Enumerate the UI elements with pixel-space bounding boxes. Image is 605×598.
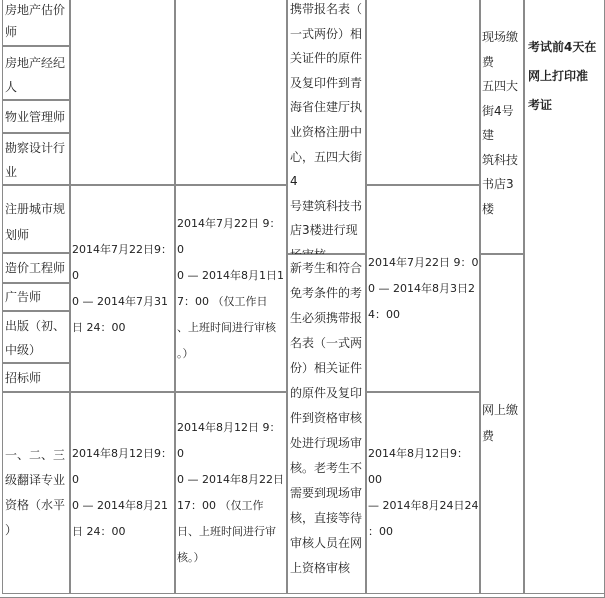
payment-method-text: 现场缴 费 五四大 街4号建 筑科技 书店3楼 [482,30,519,216]
exam-name-cell [2,363,70,392]
payment-method [480,0,524,254]
exam-name: 招标师 [5,370,42,385]
exam-name: 一、二、三 级翻译专业 资格（水平 ） [5,448,66,537]
review-period-text: 2014年8月12日 9：0 0 — 2014年8月22日 17：00 （仅工作 日、上班时间进行审 核。） [177,421,284,564]
exam-name-cell [2,100,70,133]
exam-name-cell [2,133,70,185]
exam-name: 广告师 [5,290,42,304]
registration-period-text: 2014年7月22日9：0 0 — 2014年7月31 日 24：00 [72,242,172,334]
exam-name: 房地产经纪 人 [5,56,66,94]
exam-name-cell [2,185,70,253]
payment-period-text: 2014年7月22日 9：0 0 — 2014年8月3日2 4：00 [368,255,479,321]
exam-name-cell [2,253,70,283]
review-period-text: 2014年7月22日 9：0 0 — 2014年8月1日1 7：00 （仅工作日 、上班时间进行审核 。） [177,216,284,360]
exam-name: 造价工程师 [5,261,66,275]
review-period-top-empty [175,0,287,185]
review-period [175,392,287,594]
registration-period-text: 2014年8月12日9：0 0 — 2014年8月21 日 24：00 [72,447,172,538]
online-registration-top-empty [70,0,175,185]
payment-period-text: 2014年8月12日9：00 — 2014年8月24日24 ：00 [368,447,479,538]
exam-name-cell [2,46,70,100]
exam-name: 房地产估价 师 [5,3,66,39]
exam-name: 物业管理师 [5,109,66,124]
review-method-text: 携带报名表（ 一式两份）相 关证件的原件 及复印件到青 海省住建厅执 业资格注册中 心，五四大街4 号建筑科技书 店3楼进行现 [290,2,363,238]
exam-name-cell [2,311,70,363]
admission-ticket-text: 考试前4天在 网上打印准 考证 [528,40,597,112]
online-registration-period [70,185,175,392]
payment-method-text: 网上缴 费 [482,403,519,443]
payment-period-top-empty [366,0,480,185]
payment-method [480,254,524,594]
exam-name-cell [2,283,70,311]
exam-name-cell [2,0,70,46]
review-method [287,254,366,594]
admission-ticket [524,0,605,594]
review-method-text: 新考生和符合 免考条件的考 生必须携带报 名表（一式两 份）相关证件 的原件及复印 件到资格审核 处进行现场审 核。老考生不 需要到现场审 核，直接等待 审核人员在网 上资格审核 [290,261,363,575]
exam-name: 注册城市规 划师 [5,202,66,242]
review-method [287,0,366,254]
exam-name-cell [2,392,70,594]
payment-period [366,392,480,594]
exam-name: 出版（初、 中级） [5,319,66,357]
payment-period [366,185,480,392]
online-registration-period [70,392,175,594]
exam-name: 勘察设计行 业 [5,141,66,179]
review-period [175,185,287,392]
